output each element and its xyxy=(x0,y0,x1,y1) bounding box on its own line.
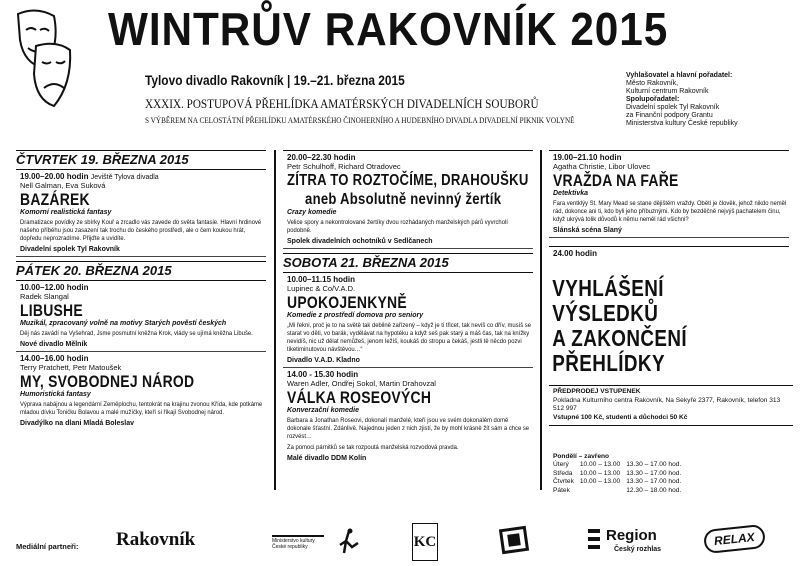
event-time xyxy=(20,172,266,181)
event-authors: Waren Adler, Ondřej Sokol, Martin Drahovzal xyxy=(287,379,436,388)
event-time: 10.00–12.00 hodin xyxy=(20,283,89,292)
event-description: Fara ventklýy St. Mary Mead se stane dějištěm vraždy. Oběti je člověk, jehož nikdo neměl rád, dokonce ani ti, kdo byli jeho příbuznými. Kdo by bezděčně nejvýš pachatelem činu, když ukrývá tolik důvodů k němu neměl rád všichni? xyxy=(553,200,787,223)
event-zitra xyxy=(283,150,533,249)
organizer-heading: Vyhlašovatel a hlavní pořadatel: xyxy=(626,72,733,79)
organizer-line: Město Rakovník, xyxy=(626,80,679,87)
relax-radio-logo: RELAX xyxy=(703,524,766,554)
event-genre: Detektivka xyxy=(553,190,589,197)
event-genre: Humoristická fantasy xyxy=(20,391,91,398)
event-upokojenkyne xyxy=(283,273,533,368)
time-text: 19.00–20.00 hodin xyxy=(20,172,89,181)
event-title: UPOKOJENKYNĚ xyxy=(287,293,407,312)
finale-line: PŘEHLÍDKY xyxy=(552,350,665,376)
kc-logo: KC xyxy=(412,523,438,561)
program-column-2 xyxy=(283,146,533,465)
event-company: Nové divadlo Mělník xyxy=(20,341,88,348)
radio-logo-icon xyxy=(586,527,602,551)
rakovnik-logo: Rakovník xyxy=(116,529,196,550)
day-heading: SOBOTA 21. BŘEZNA 2015 xyxy=(283,253,533,273)
event-description: Barbara a Jonathan Roseovi, dokonalí manželé, kteří jsou ve svém dokonalém domě dokonale šťastní. Zdánlivě. Najednou jeden z nich zjistí, že by mohl krásně žít sám a chce se rozvést… xyxy=(287,417,530,440)
event-title: MY, SVOBODNEJ NÁROD xyxy=(20,372,195,391)
time-cell: 10.00 – 13.00 xyxy=(579,478,621,486)
event-title: VÁLKA ROSEOVÝCH xyxy=(287,388,432,407)
event-genre: Konverzační komedie xyxy=(287,407,359,414)
time-cell: 12.30 – 18.00 hod. xyxy=(626,486,682,494)
program-column-1 xyxy=(16,146,266,430)
event-time: 19.00–21.10 hodin xyxy=(553,153,622,162)
presale-prices: Vstupné 100 Kč, studenti a důchodci 50 Kč xyxy=(553,413,688,421)
event-authors: Petr Schulhoff, Richard Otradovec xyxy=(287,162,401,171)
organizer-line: Divadelní spolek Tyl Rakovník xyxy=(626,104,720,111)
event-place: Jeviště Tylova divadla xyxy=(90,174,159,181)
ministry-culture-logo: Ministerstvo kultury České republiky xyxy=(272,535,324,550)
event-description: „Mi řekni, proč je to na světě tak debilně zařízený – když je ti třicet, tak nevíš co dřív, musíš se starat vo děti, vo barák, vydělávat na hypotéku a když seš pak starý a máš čas, tak na knížky nevidíš, nic už dělat nemůžeš, jenom ležíš, koukáš do stropu a čekáš, jestli tě něcdo pozvi tiketiminutovou návštěvou…“ xyxy=(287,322,531,353)
time-cell xyxy=(580,487,626,495)
day-cell: Čtvrtek xyxy=(553,478,574,486)
finale-line: VYHLÁŠENÍ xyxy=(552,275,664,301)
day-cell: Středa xyxy=(553,469,573,477)
media-partners-footer xyxy=(0,515,800,565)
time-cell: 13.30 – 17.00 hod. xyxy=(626,461,682,469)
event-company: Divadlo V.A.D. Kladno xyxy=(287,357,360,364)
day-cell: Úterý xyxy=(553,461,569,469)
event-vrazda-na-fare xyxy=(549,150,789,238)
event-authors: Nell Galman, Eva Suková xyxy=(20,181,106,190)
day-heading: PÁTEK 20. BŘEZNA 2015 xyxy=(16,261,266,281)
finale-line: VÝSLEDKŮ xyxy=(552,300,659,326)
theatre-masks-logo xyxy=(14,6,74,114)
event-authors: Terry Pratchett, Petr Matoušek xyxy=(20,363,122,372)
column-divider xyxy=(540,150,542,490)
event-genre: Komorní realistická fantasy xyxy=(20,209,112,216)
cesky-rozhlas-label: Český rozhlas xyxy=(614,546,662,553)
coorganizer-heading: Spolupořadatel: xyxy=(626,96,680,103)
time-cell: 10.00 – 13.00 xyxy=(579,469,621,477)
event-description-2: Za pomoci párnitků se tak rozpoutá manželská rozvodová pravda. xyxy=(287,444,459,451)
day-cell: Pátek xyxy=(553,486,570,494)
event-title: ZÍTRA TO ROZTOČÍME, DRAHOUŠKU xyxy=(287,172,529,189)
finale-time: 24.00 hodin xyxy=(549,246,789,260)
finale-line: A ZAKONČENÍ xyxy=(552,325,688,351)
time-cell: 10.00 – 13.00 xyxy=(579,461,621,469)
page-title: WINTRŮV RAKOVNÍK 2015 xyxy=(108,3,669,55)
hours-heading: Pondělí – zavřeno xyxy=(553,453,610,460)
festival-subtitle: S VÝBĚREM NA CELOSTÁTNÍ PŘEHLÍDKU AMATÉRSKÉHO ČINOHERNÍHO A HUDEBNÍHO DIVADLA DIVADELNÍ PIKNIK VOLYNĚ xyxy=(145,116,575,125)
presale-box xyxy=(549,385,793,426)
table-row xyxy=(553,478,687,486)
event-description: Velice spory a nekontrolované žertíky dvou rozhádaných manželských párů vyvrcholí podobně. xyxy=(287,219,508,234)
event-company: Spolek divadelních ochotníků v Sedlčanech xyxy=(287,238,433,245)
event-description: Děj nás zavádí na Vyšehrad, Jsme posmutní kněžna Krok, vlády se ujímá kněžna Libuše. xyxy=(20,330,253,337)
event-title-line2: aneb Absolutně nevinný žertík xyxy=(305,191,502,208)
venue-dates: Tylovo divadlo Rakovník | 19.–21. března 2015 xyxy=(145,72,405,88)
event-title: VRAŽDA NA FAŘE xyxy=(553,171,679,190)
region-logo: Region xyxy=(606,527,657,544)
event-title: LIBUSHE xyxy=(20,301,83,320)
theatre-frame-icon xyxy=(498,523,532,557)
event-company: Divadýlko na dlani Mladá Boleslav xyxy=(20,420,134,427)
time-cell: 13.30 – 17.00 hod. xyxy=(626,478,682,486)
event-company: Divadelní spolek Tyl Rakovník xyxy=(20,246,120,253)
organizer-line: Kulturní centrum Rakovník xyxy=(626,88,709,95)
event-title: BAZÁREK xyxy=(20,190,90,209)
hours-table xyxy=(553,461,687,495)
dancer-icon xyxy=(334,527,364,557)
event-valka-roseovych xyxy=(283,368,533,465)
event-time: 10.00–11.15 hodin xyxy=(287,275,356,284)
event-company: Malé divadlo DDM Kolín xyxy=(287,455,367,462)
event-description: Dramatizace povídky ze sbírky Kouř a zrcadlo vás zavede do světa fantasie. Hlavní hrdinové našeho příběhu jsou zasazení tak trochu do českého prostředí, ale o čem koukou hrát, dopředu neprozradíme. Přijďte a uvidíte. xyxy=(20,219,262,242)
event-time: 20.00–22.30 hodin xyxy=(287,153,356,162)
event-time: 14.00 - 15.30 hodin xyxy=(287,370,359,379)
event-authors: Agatha Christie, Libor Ulovec xyxy=(553,162,651,171)
time-cell: 13.30 – 17.00 hod. xyxy=(626,469,682,477)
event-svobodnej-narod xyxy=(16,352,266,430)
media-partners-label: Mediální partneři: xyxy=(16,542,79,551)
table-row xyxy=(553,470,687,478)
festival-name: XXXIX. POSTUPOVÁ PŘEHLÍDKA AMATÉRSKÝCH DIVADELNÍCH SOUBORŮ xyxy=(145,96,539,111)
event-genre: Muzikál, zpracovaný volně na motivy Starých pověstí českých xyxy=(20,320,227,327)
event-authors: Lupinec & Co/V.A.D. xyxy=(287,284,356,293)
column-divider xyxy=(274,150,276,490)
table-row xyxy=(553,487,687,495)
event-libushe xyxy=(16,281,266,352)
presale-address: Pokladna Kulturního centra Rakovník, Na Sekyře 2377, Rakovník, telefon 313 512 997 xyxy=(553,396,781,412)
organizer-line: za Finanční podpory Grantu xyxy=(626,112,713,119)
presale-heading: PŘEDPRODEJ VSTUPENEK xyxy=(553,388,641,395)
event-genre: Komedie z prostředí domova pro seniory xyxy=(287,312,424,319)
organizer-line: Ministerstva kultury České republiky xyxy=(626,120,738,127)
event-description: Výprava nabájnou a legendární Zeměplochu, tentokrát na krajinu zvonou Křída, kde potkáme mladou dívku Toničku Bolavou a malé mužíčky, kteří si říkají Svobodnej národ. xyxy=(20,401,263,416)
organizers-block xyxy=(626,72,796,128)
event-time: 14.00–16.00 hodin xyxy=(20,354,89,363)
event-bazarek xyxy=(16,170,266,257)
table-row xyxy=(553,461,687,469)
event-genre: Crazy komedie xyxy=(287,209,337,216)
event-authors: Radek Slangal xyxy=(20,292,69,301)
program-column-3 xyxy=(549,146,789,376)
finale-announcement xyxy=(549,276,746,376)
box-office-hours xyxy=(549,453,753,495)
event-company: Slánská scéna Slaný xyxy=(553,227,622,234)
day-heading: ČTVRTEK 19. BŘEZNA 2015 xyxy=(16,150,266,170)
